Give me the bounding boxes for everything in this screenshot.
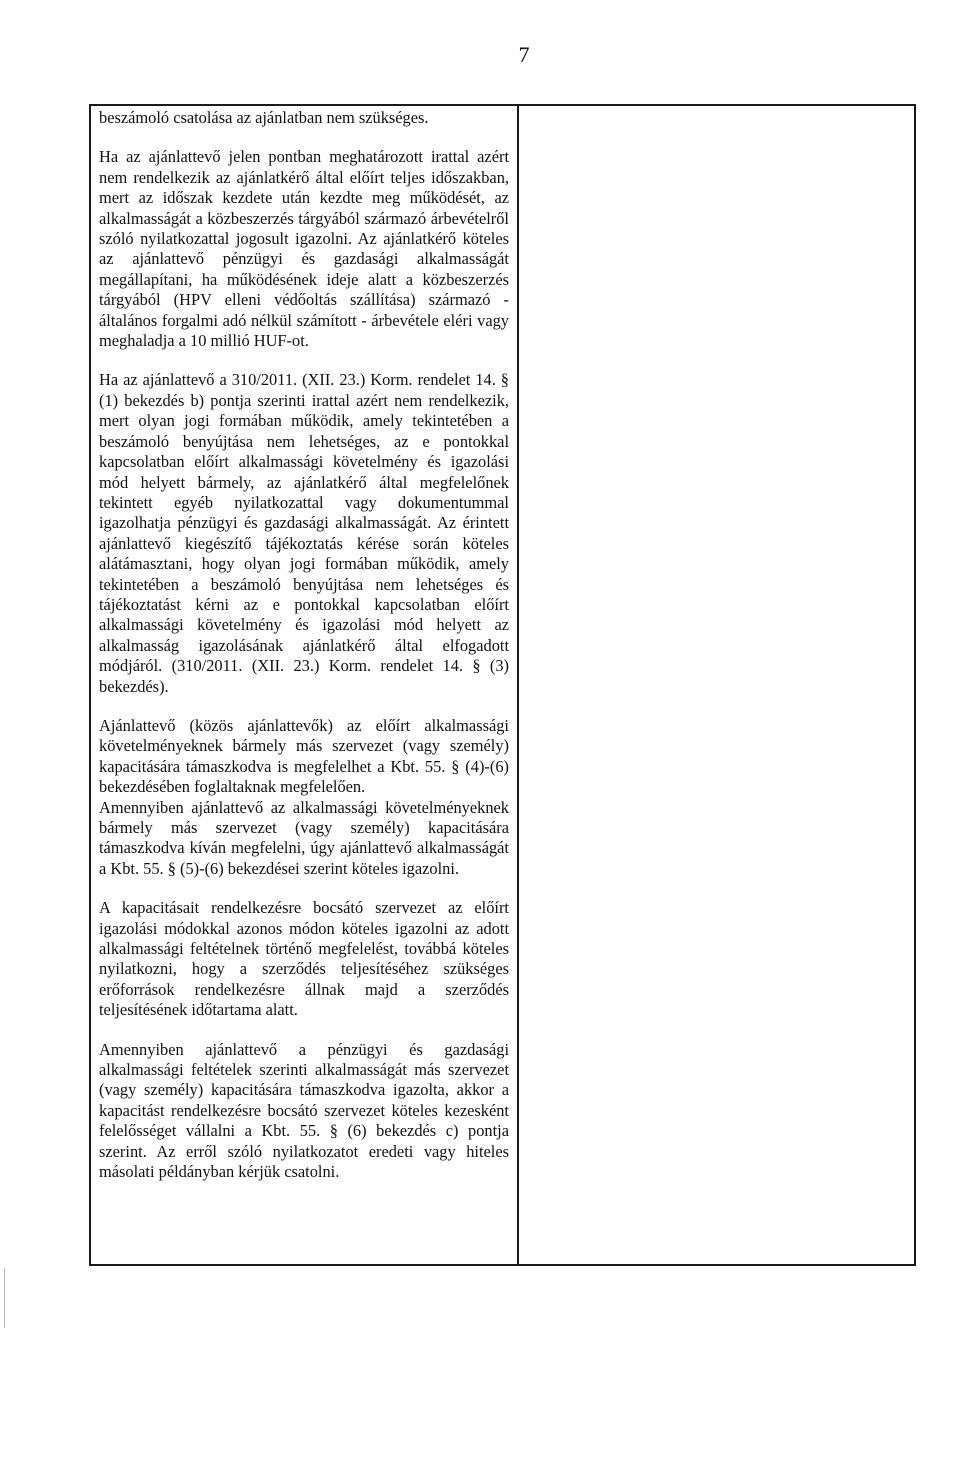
- scan-edge-line: [4, 1268, 5, 1328]
- paragraph-capacity-proof: Amennyiben ajánlattevő az alkalmassági követelményeknek bármely más szervezet (vagy személy) kapacitására támaszkodva kíván megfelelni, úgy ajánlattevő alkalmasságát a Kbt. 55. § (5)-(6) bekezdései szerint köteles igazolni.: [99, 797, 509, 878]
- left-column: [99, 108, 509, 1202]
- right-column: [519, 106, 914, 1264]
- document-table: [89, 104, 916, 1266]
- paragraph-legal-form: Ha az ajánlattevő a 310/2011. (XII. 23.) Korm. rendelet 14. § (1) bekezdés b) pontja szerinti irattal azért nem rendelkezik, mert olyan jogi formában működik, amely tekintetében a beszámoló benyújtása nem lehetséges, az e pontokkal kapcsolatban előírt alkalmassági követelmény és igazolási mód helyett bármely, az ajánlatkérő által megfelelőnek tekintett egyéb nyilatkozattal vagy dokumentummal igazolhatja pénzügyi és gazdasági alkalmasságát. Az érintett ajánlattevő kiegészítő tájékoztatás kérése során köteles alátámasztani, hogy olyan jogi formában működik, amely tekintetében a beszámoló benyújtása nem lehetséges és tájékoztatást kérni az e pontokkal kapcsolatban előírt alkalmassági követelmény és igazolási mód helyett az alkalmasság igazolásának ajánlatkérő által elfogadott módjáról. (310/2011. (XII. 23.) Korm. rendelet 14. § (3) bekezdés).: [99, 370, 509, 696]
- paragraph-guarantor-liability: Amennyiben ajánlattevő a pénzügyi és gazdasági alkalmassági feltételek szerinti alkalmasságát más szervezet (vagy személy) kapacitására támaszkodva igazolta, akkor a kapacitást rendelkezésre bocsátó szervezet köteles kezesként felelősséget vállalni a Kbt. 55. § (6) bekezdés c) pontja szerint. Az erről szóló nyilatkozatot eredeti vagy hiteles másolati példányban kérjük csatolni.: [99, 1039, 509, 1182]
- page-number: 7: [518, 42, 530, 67]
- paragraph-providing-organization: A kapacitásait rendelkezésre bocsátó szervezet az előírt igazolási módokkal azonos módon köteles igazolni az adott alkalmassági feltételnek történő megfelelést, továbbá köteles nyilatkozni, hogy a szerződés teljesítéséhez szükséges erőforrások rendelkezésre állnak majd a szerződés teljesítésének időtartama alatt.: [99, 898, 509, 1020]
- paragraph-capacity-reliance: Ajánlattevő (közös ajánlattevők) az előírt alkalmassági követelményeknek bármely más szervezet (vagy személy) kapacitására támaszkodva is megfelelhet a Kbt. 55. § (4)-(6) bekezdésében foglaltaknak megfelelően.: [99, 715, 509, 797]
- paragraph-report-attachment: beszámoló csatolása az ajánlatban nem szükséges.: [99, 108, 429, 127]
- paragraph-revenue-statement: Ha az ajánlattevő jelen pontban meghatározott irattal azért nem rendelkezik az ajánlatkérő által előírt teljes időszakban, mert az időszak kezdete után kezdte meg működését, az alkalmasságát a közbeszerzés tárgyából származó árbevételről szóló nyilatkozattal jogosult igazolni. Az ajánlatkérő köteles az ajánlattevő pénzügyi és gazdasági alkalmasságát megállapítani, ha működésének ideje alatt a közbeszerzés tárgyából (HPV elleni védőoltás szállítása) származó - általános forgalmi adó nélkül számított - árbevétele eléri vagy meghaladja a 10 millió HUF-ot.: [99, 147, 509, 351]
